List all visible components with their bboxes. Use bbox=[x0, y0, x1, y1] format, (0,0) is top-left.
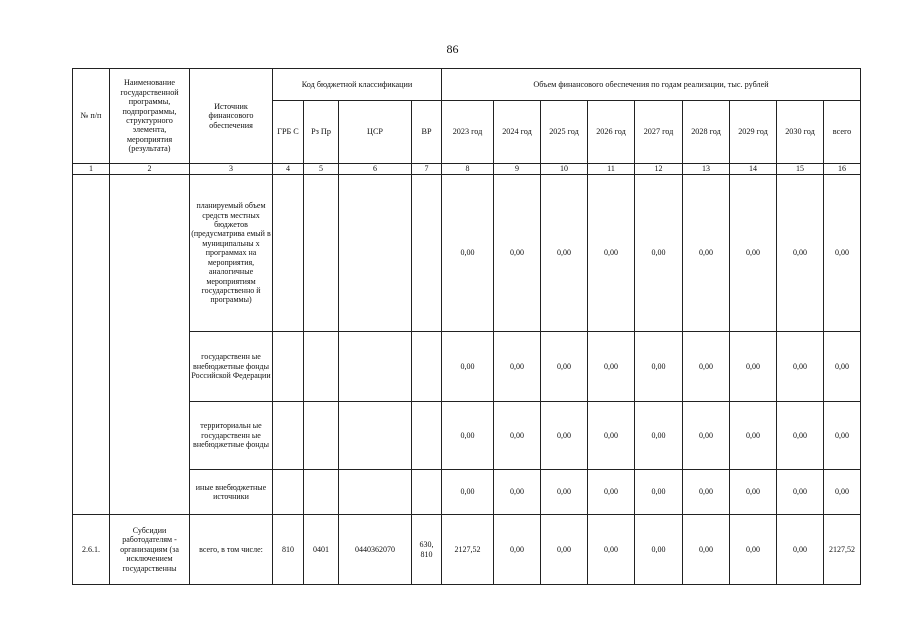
grbs-cell bbox=[273, 175, 304, 332]
value-2026: 0,00 bbox=[588, 515, 635, 585]
value-2023: 0,00 bbox=[442, 332, 494, 402]
column-number: 7 bbox=[412, 164, 442, 175]
budget-table bbox=[72, 68, 861, 585]
value-2026: 0,00 bbox=[588, 175, 635, 332]
value-2029: 0,00 bbox=[730, 175, 777, 332]
csr-cell bbox=[339, 332, 412, 402]
value-2025: 0,00 bbox=[541, 332, 588, 402]
num-cell bbox=[73, 175, 110, 515]
rzpr-cell bbox=[304, 470, 339, 515]
csr-cell bbox=[339, 175, 412, 332]
table-row bbox=[73, 470, 861, 515]
header-csr: ЦСР bbox=[339, 101, 412, 164]
value-2030: 0,00 bbox=[777, 470, 824, 515]
source-cell: территориальн ые государственн ые внебюджетные фонды bbox=[190, 402, 273, 470]
column-number: 1 bbox=[73, 164, 110, 175]
column-number-row bbox=[73, 164, 861, 175]
value-total: 2127,52 bbox=[824, 515, 861, 585]
column-number: 3 bbox=[190, 164, 273, 175]
source-cell: планируемый объем средств местных бюджетов (предусматрива емый в муниципальны х программах на мероприятия, аналогичные мероприятиям государственно й программы) bbox=[190, 175, 273, 332]
value-total: 0,00 bbox=[824, 470, 861, 515]
value-2027: 0,00 bbox=[635, 402, 683, 470]
column-number: 4 bbox=[273, 164, 304, 175]
value-2030: 0,00 bbox=[777, 175, 824, 332]
value-2025: 0,00 bbox=[541, 175, 588, 332]
source-cell: иные внебюджетные источники bbox=[190, 470, 273, 515]
header-2027: 2027 год bbox=[635, 101, 683, 164]
header-2028: 2028 год bbox=[683, 101, 730, 164]
vr-cell bbox=[412, 402, 442, 470]
header-2023: 2023 год bbox=[442, 101, 494, 164]
column-number: 12 bbox=[635, 164, 683, 175]
value-2025: 0,00 bbox=[541, 402, 588, 470]
value-2028: 0,00 bbox=[683, 175, 730, 332]
csr-cell: 0440362070 bbox=[339, 515, 412, 585]
rzpr-cell bbox=[304, 332, 339, 402]
header-2024: 2024 год bbox=[494, 101, 541, 164]
rzpr-cell bbox=[304, 402, 339, 470]
name-cell bbox=[110, 175, 190, 515]
value-2025: 0,00 bbox=[541, 515, 588, 585]
header-row-1 bbox=[73, 69, 861, 101]
table-row bbox=[73, 332, 861, 402]
value-2024: 0,00 bbox=[494, 402, 541, 470]
value-2029: 0,00 bbox=[730, 470, 777, 515]
value-total: 0,00 bbox=[824, 402, 861, 470]
value-2028: 0,00 bbox=[683, 470, 730, 515]
value-2026: 0,00 bbox=[588, 470, 635, 515]
value-2028: 0,00 bbox=[683, 332, 730, 402]
header-source: Источник финансового обеспечения bbox=[190, 69, 273, 164]
header-num: № п/п bbox=[73, 69, 110, 164]
rzpr-cell bbox=[304, 175, 339, 332]
header-total: всего bbox=[824, 101, 861, 164]
vr-cell bbox=[412, 175, 442, 332]
value-total: 0,00 bbox=[824, 175, 861, 332]
page-number: 86 bbox=[446, 42, 459, 56]
value-total: 0,00 bbox=[824, 332, 861, 402]
value-2027: 0,00 bbox=[635, 515, 683, 585]
column-number: 13 bbox=[683, 164, 730, 175]
source-cell: всего, в том числе: bbox=[190, 515, 273, 585]
vr-cell bbox=[412, 470, 442, 515]
value-2023: 0,00 bbox=[442, 470, 494, 515]
column-number: 2 bbox=[110, 164, 190, 175]
header-vr: ВР bbox=[412, 101, 442, 164]
value-2029: 0,00 bbox=[730, 332, 777, 402]
header-name: Наименование государственной программы, подпрограммы, структурного элемента, мероприятия (результата) bbox=[110, 69, 190, 164]
header-rzpr: Рз Пр bbox=[304, 101, 339, 164]
grbs-cell: 810 bbox=[273, 515, 304, 585]
column-number: 16 bbox=[824, 164, 861, 175]
column-number: 11 bbox=[588, 164, 635, 175]
value-2030: 0,00 bbox=[777, 515, 824, 585]
table-row bbox=[73, 175, 861, 332]
header-2025: 2025 год bbox=[541, 101, 588, 164]
value-2026: 0,00 bbox=[588, 332, 635, 402]
csr-cell bbox=[339, 470, 412, 515]
column-number: 10 bbox=[541, 164, 588, 175]
grbs-cell bbox=[273, 332, 304, 402]
value-2027: 0,00 bbox=[635, 470, 683, 515]
column-number: 6 bbox=[339, 164, 412, 175]
value-2024: 0,00 bbox=[494, 175, 541, 332]
value-2024: 0,00 bbox=[494, 515, 541, 585]
vr-cell bbox=[412, 332, 442, 402]
header-2026: 2026 год bbox=[588, 101, 635, 164]
value-2030: 0,00 bbox=[777, 402, 824, 470]
value-2030: 0,00 bbox=[777, 332, 824, 402]
value-2023: 0,00 bbox=[442, 175, 494, 332]
column-number: 8 bbox=[442, 164, 494, 175]
value-2025: 0,00 bbox=[541, 470, 588, 515]
source-cell: государственн ые внебюджетные фонды Российской Федерации bbox=[190, 332, 273, 402]
column-number: 9 bbox=[494, 164, 541, 175]
grbs-cell bbox=[273, 470, 304, 515]
value-2028: 0,00 bbox=[683, 402, 730, 470]
table-row bbox=[73, 402, 861, 470]
header-group-code: Код бюджетной классификации bbox=[273, 69, 442, 101]
csr-cell bbox=[339, 402, 412, 470]
vr-cell: 630, 810 bbox=[412, 515, 442, 585]
value-2029: 0,00 bbox=[730, 515, 777, 585]
value-2027: 0,00 bbox=[635, 332, 683, 402]
header-grbs: ГРБ С bbox=[273, 101, 304, 164]
value-2026: 0,00 bbox=[588, 402, 635, 470]
column-number: 14 bbox=[730, 164, 777, 175]
header-group-volume: Объем финансового обеспечения по годам реализации, тыс. рублей bbox=[442, 69, 861, 101]
value-2023: 0,00 bbox=[442, 402, 494, 470]
rzpr-cell: 0401 bbox=[304, 515, 339, 585]
header-2029: 2029 год bbox=[730, 101, 777, 164]
value-2029: 0,00 bbox=[730, 402, 777, 470]
value-2027: 0,00 bbox=[635, 175, 683, 332]
value-2024: 0,00 bbox=[494, 332, 541, 402]
value-2024: 0,00 bbox=[494, 470, 541, 515]
column-number: 5 bbox=[304, 164, 339, 175]
value-2028: 0,00 bbox=[683, 515, 730, 585]
value-2023: 2127,52 bbox=[442, 515, 494, 585]
name-cell: Субсидии работодателям - организациям (за исключением государственны bbox=[110, 515, 190, 585]
header-2030: 2030 год bbox=[777, 101, 824, 164]
table-row bbox=[73, 515, 861, 585]
grbs-cell bbox=[273, 402, 304, 470]
num-cell: 2.6.1. bbox=[73, 515, 110, 585]
column-number: 15 bbox=[777, 164, 824, 175]
